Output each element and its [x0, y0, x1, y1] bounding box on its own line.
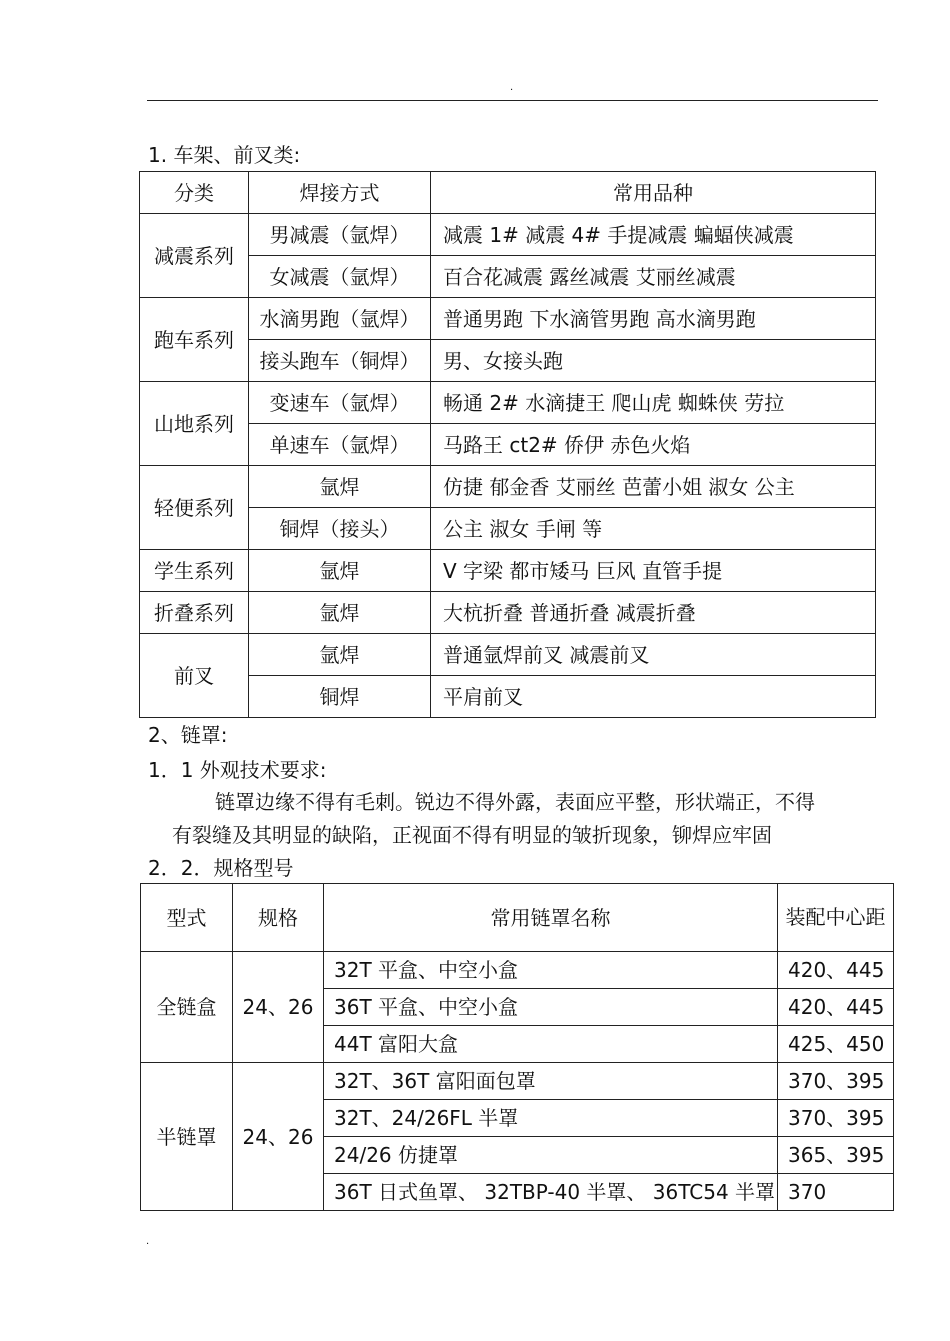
distance-cell: 420、445 — [778, 989, 894, 1026]
name-cell: 24/26 仿捷罩 — [324, 1137, 778, 1174]
weld-cell: 铜焊（接头） — [249, 508, 431, 550]
table-row — [140, 592, 876, 634]
section2-title: 2、链罩: — [148, 723, 228, 747]
varieties-cell: 普通男跑 下水滴管男跑 高水滴男跑 — [431, 298, 876, 340]
header-cell: 型式 — [141, 884, 233, 952]
table-row — [140, 382, 876, 424]
name-cell: 36T 日式鱼罩、 32TBP-40 半罩、 36TC54 半罩 — [324, 1174, 778, 1211]
table-row — [141, 1063, 894, 1100]
paragraph-line: 有裂缝及其明显的缺陷，正视面不得有明显的皱折现象，铆焊应牢固 — [172, 823, 772, 847]
table-row — [140, 214, 876, 256]
varieties-cell: 减震 1# 减震 4# 手提减震 蝙蝠侠减震 — [431, 214, 876, 256]
distance-cell: 370、395 — [778, 1100, 894, 1137]
spec-cell: 24、26 — [233, 1063, 324, 1211]
chain-cover-spec-table — [140, 883, 894, 1211]
varieties-cell: 公主 淑女 手闸 等 — [431, 508, 876, 550]
weld-cell: 氩焊 — [249, 592, 431, 634]
weld-cell: 接头跑车（铜焊） — [249, 340, 431, 382]
varieties-cell: 畅通 2# 水滴捷王 爬山虎 蜘蛛侠 劳拉 — [431, 382, 876, 424]
distance-cell: 420、445 — [778, 952, 894, 989]
category-cell: 折叠系列 — [140, 592, 249, 634]
category-cell: 减震系列 — [140, 214, 249, 298]
category-cell: 轻便系列 — [140, 466, 249, 550]
frame-fork-table — [139, 171, 876, 718]
weld-cell: 男减震（氩焊） — [249, 214, 431, 256]
weld-cell: 氩焊 — [249, 634, 431, 676]
varieties-cell: V 字梁 都市矮马 巨风 直管手提 — [431, 550, 876, 592]
category-cell: 跑车系列 — [140, 298, 249, 382]
weld-cell: 女减震（氩焊） — [249, 256, 431, 298]
header-cell: 装配中心距 — [778, 884, 894, 952]
name-cell: 32T、36T 富阳面包罩 — [324, 1063, 778, 1100]
varieties-cell: 男、女接头跑 — [431, 340, 876, 382]
table-row — [140, 298, 876, 340]
weld-cell: 氩焊 — [249, 550, 431, 592]
varieties-cell: 普通氩焊前叉 减震前叉 — [431, 634, 876, 676]
table-row — [140, 550, 876, 592]
spec-cell: 24、26 — [233, 952, 324, 1063]
table-row — [140, 676, 876, 718]
table-row — [140, 634, 876, 676]
table-row — [140, 466, 876, 508]
table-row — [141, 952, 894, 989]
varieties-cell: 平肩前叉 — [431, 676, 876, 718]
distance-cell: 425、450 — [778, 1026, 894, 1063]
table-row — [140, 340, 876, 382]
varieties-cell: 仿捷 郁金香 艾丽丝 芭蕾小姐 淑女 公主 — [431, 466, 876, 508]
name-cell: 44T 富阳大盒 — [324, 1026, 778, 1063]
distance-cell: 370 — [778, 1174, 894, 1211]
varieties-cell: 大杭折叠 普通折叠 减震折叠 — [431, 592, 876, 634]
weld-cell: 单速车（氩焊） — [249, 424, 431, 466]
distance-cell: 370、395 — [778, 1063, 894, 1100]
table-row — [140, 424, 876, 466]
name-cell: 32T 平盒、中空小盒 — [324, 952, 778, 989]
table-header-row — [141, 884, 894, 952]
header-cell: 分类 — [140, 172, 249, 214]
section1-title: 1. 车架、前叉类: — [148, 143, 301, 167]
varieties-cell: 百合花减震 露丝减震 艾丽丝减震 — [431, 256, 876, 298]
type-cell: 半链罩 — [141, 1063, 233, 1211]
distance-cell: 365、395 — [778, 1137, 894, 1174]
table-header-row — [140, 172, 876, 214]
table-row — [140, 256, 876, 298]
paragraph-line: 链罩边缘不得有毛刺。锐边不得外露，表面应平整，形状端正，不得 — [215, 790, 815, 814]
category-cell: 山地系列 — [140, 382, 249, 466]
weld-cell: 铜焊 — [249, 676, 431, 718]
table-row — [140, 508, 876, 550]
name-cell: 36T 平盒、中空小盒 — [324, 989, 778, 1026]
header-cell: 焊接方式 — [249, 172, 431, 214]
category-cell: 前叉 — [140, 634, 249, 718]
weld-cell: 氩焊 — [249, 466, 431, 508]
footer-mark: . — [146, 1236, 150, 1247]
type-cell: 全链盒 — [141, 952, 233, 1063]
subsection-title: 1．1 外观技术要求: — [148, 758, 327, 782]
header-cell: 规格 — [233, 884, 324, 952]
varieties-cell: 马路王 ct2# 侨伊 赤色火焰 — [431, 424, 876, 466]
header-cell: 常用链罩名称 — [324, 884, 778, 952]
weld-cell: 变速车（氩焊） — [249, 382, 431, 424]
header-rule — [147, 100, 878, 101]
subsection-title: 2．2．规格型号 — [148, 856, 294, 880]
header-mark: . — [510, 82, 514, 93]
category-cell: 学生系列 — [140, 550, 249, 592]
header-cell: 常用品种 — [431, 172, 876, 214]
name-cell: 32T、24/26FL 半罩 — [324, 1100, 778, 1137]
weld-cell: 水滴男跑（氩焊） — [249, 298, 431, 340]
